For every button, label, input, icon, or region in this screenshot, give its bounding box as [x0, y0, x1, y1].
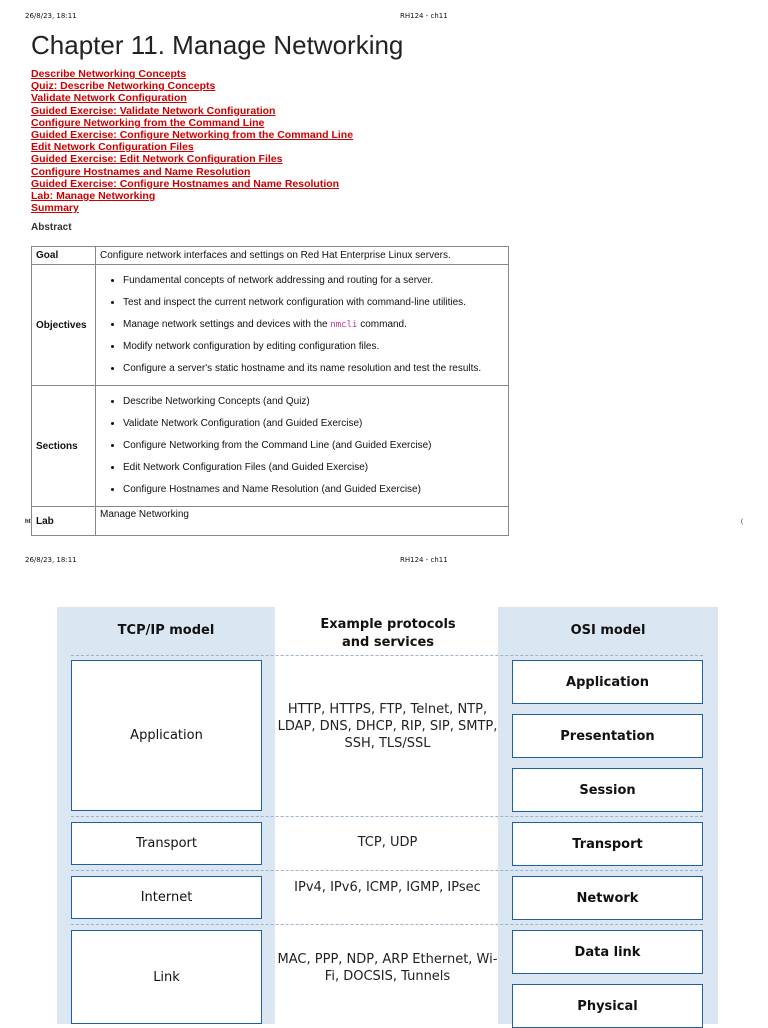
table-row: [32, 507, 509, 536]
section-item: • Validate Network Configuration (and Guided Exercise): [123, 413, 504, 435]
toc-link[interactable]: Configure Networking from the Command Line: [31, 116, 265, 129]
internet-protocols: IPv4, IPv6, ICMP, IGMP, IPsec: [294, 880, 481, 895]
osi-application-layer: Application: [512, 660, 703, 704]
table-row: [32, 247, 509, 265]
tcpip-header: TCP/IP model: [117, 623, 215, 638]
toc-link[interactable]: Summary: [31, 202, 79, 215]
table-of-contents: [31, 68, 353, 214]
section-item: • Edit Network Configuration Files (and Guided Exercise): [123, 457, 504, 479]
toc-link[interactable]: Configure Hostnames and Name Resolution: [31, 165, 251, 178]
toc-link[interactable]: Guided Exercise: Configure Hostnames and Name Resolution: [31, 177, 340, 190]
objective-text: command.: [357, 319, 407, 330]
toc-link[interactable]: Guided Exercise: Validate Network Configuration: [31, 104, 276, 117]
objective-text: Manage network settings and devices with the: [123, 319, 331, 330]
truncated-footer-text: ht: [25, 519, 31, 525]
toc-link[interactable]: Validate Network Configuration: [31, 92, 187, 105]
toc-link[interactable]: Lab: Manage Networking: [31, 190, 156, 203]
protocols-header: Example protocols and services: [320, 617, 456, 650]
osi-transport-layer: Transport: [512, 822, 703, 866]
page-header-datetime: 26/8/23, 18:11: [25, 556, 77, 564]
osi-data-link-layer: Data link: [512, 930, 703, 974]
layer-divider: [71, 924, 703, 925]
sections-cell: [96, 386, 509, 507]
table-row: [32, 386, 509, 507]
objectives-cell: [96, 265, 509, 386]
network-model-diagram: [57, 607, 718, 1024]
objective-item: • Configure a server's static hostname and its name resolution and test the results.: [123, 358, 504, 380]
lab-text: Manage Networking: [96, 507, 509, 536]
osi-presentation-layer: Presentation: [512, 714, 703, 758]
layer-divider: [71, 655, 703, 656]
sections-label: Sections: [32, 386, 96, 507]
toc-link[interactable]: Quiz: Describe Networking Concepts: [31, 80, 216, 93]
link-protocols: MAC, PPP, NDP, ARP Ethernet, Wi-Fi, DOCSIS, Tunnels: [277, 952, 498, 984]
goal-text: Configure network interfaces and settings on Red Hat Enterprise Linux servers.: [96, 247, 509, 265]
chapter-overview-table: [31, 246, 509, 536]
layer-divider: [71, 870, 703, 871]
osi-header: OSI model: [570, 623, 646, 638]
abstract-heading: Abstract: [31, 222, 72, 233]
osi-physical-layer: Physical: [512, 984, 703, 1028]
section-item: • Describe Networking Concepts (and Quiz): [123, 391, 504, 413]
toc-link[interactable]: Describe Networking Concepts: [31, 68, 187, 80]
page-header-title: RH124 - ch11: [400, 556, 448, 564]
page-header-datetime: 26/8/23, 18:11: [25, 12, 77, 20]
tcpip-transport-layer: Transport: [71, 822, 262, 865]
objectives-label: Objectives: [32, 265, 96, 386]
page-header-title: RH124 - ch11: [400, 12, 448, 20]
application-protocols: HTTP, HTTPS, FTP, Telnet, NTP, LDAP, DNS, DHCP, RIP, SIP, SMTP, SSH, TLS/SSL: [277, 702, 498, 751]
lab-label: Lab: [32, 507, 96, 536]
objective-item: • Fundamental concepts of network addressing and routing for a server.: [123, 270, 504, 292]
section-item: • Configure Networking from the Command Line (and Guided Exercise): [123, 435, 504, 457]
chapter-title: Chapter 11. Manage Networking: [31, 30, 404, 60]
goal-label: Goal: [32, 247, 96, 265]
transport-protocols: TCP, UDP: [357, 835, 418, 850]
tcpip-application-layer: Application: [71, 660, 262, 811]
toc-link[interactable]: Guided Exercise: Configure Networking from the Command Line: [31, 129, 354, 142]
table-row: [32, 265, 509, 386]
objective-item: • Modify network configuration by editing configuration files.: [123, 336, 504, 358]
truncated-footer-text: (: [741, 519, 743, 525]
osi-network-layer: Network: [512, 876, 703, 920]
objective-item: • Test and inspect the current network configuration with command-line utilities.: [123, 292, 504, 314]
osi-session-layer: Session: [512, 768, 703, 812]
toc-link[interactable]: Edit Network Configuration Files: [31, 141, 194, 154]
nmcli-command: nmcli: [330, 320, 358, 330]
layer-divider: [71, 816, 703, 817]
section-item: • Configure Hostnames and Name Resolution (and Guided Exercise): [123, 479, 504, 501]
toc-link[interactable]: Guided Exercise: Edit Network Configuration Files: [31, 153, 283, 166]
tcpip-internet-layer: Internet: [71, 876, 262, 919]
objective-item: [123, 314, 504, 336]
tcpip-link-layer: Link: [71, 930, 262, 1024]
